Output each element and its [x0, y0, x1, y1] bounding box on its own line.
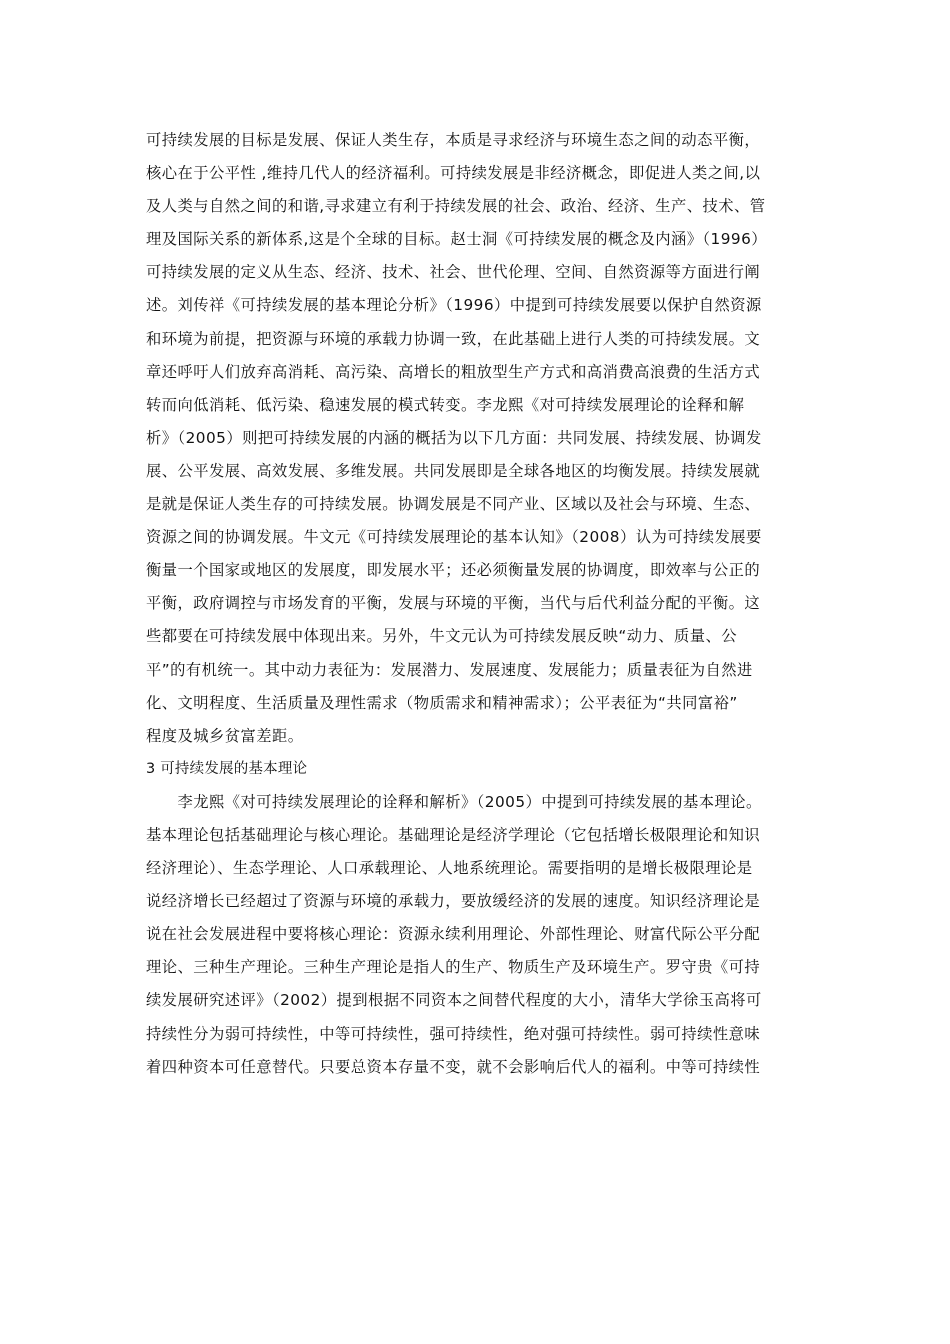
text-line: 理论、三种生产理论。三种生产理论是指人的生产、物质生产及环境生产。罗守贵《可持 [146, 958, 761, 977]
text-line: 说在社会发展进程中要将核心理论：资源永续利用理论、外部性理论、财富代际公平分配 [146, 925, 761, 944]
text-line: 些都要在可持续发展中体现出来。另外，牛文元认为可持续发展反映“动力、质量、公 [146, 627, 738, 646]
section-heading: 3 可持续发展的基本理论 [146, 760, 308, 777]
text-line: 衡量一个国家或地区的发展度，即发展水平；还必须衡量发展的协调度，即效率与公正的 [146, 561, 761, 580]
text-line: 核心在于公平性 ,维持几代人的经济福利。可持续发展是非经济概念，即促进人类之间,以 [146, 164, 761, 183]
text-line: 和环境为前提，把资源与环境的承载力协调一致，在此基础上进行人类的可持续发展。文 [146, 329, 761, 348]
text-line: 述。刘传祥《可持续发展的基本理论分析》（1996）中提到可持续发展要以保护自然资源 [146, 296, 762, 315]
text-line: 续发展研究述评》（2002）提到根据不同资本之间替代程度的大小，清华大学徐玉高将可 [146, 991, 762, 1010]
text-line: 资源之间的协调发展。牛文元《可持续发展理论的基本认知》（2008）认为可持续发展要 [146, 528, 762, 547]
text-line: 可持续发展的定义从生态、经济、技术、社会、世代伦理、空间、自然资源等方面进行阐 [146, 263, 761, 282]
text-line: 李龙熙《对可持续发展理论的诠释和解析》（2005）中提到可持续发展的基本理论。 [146, 792, 762, 811]
text-line: 着四种资本可任意替代。只要总资本存量不变，就不会影响后代人的福利。中等可持续性 [146, 1057, 761, 1076]
text-line: 是就是保证人类生存的可持续发展。协调发展是不同产业、区域以及社会与环境、生态、 [146, 495, 761, 514]
text-line: 析》（2005）则把可持续发展的内涵的概括为以下几方面：共同发展、持续发展、协调发 [146, 428, 762, 447]
text-line: 平衡，政府调控与市场发育的平衡，发展与环境的平衡，当代与后代利益分配的平衡。这 [146, 594, 761, 613]
text-line: 持续性分为弱可持续性，中等可持续性，强可持续性，绝对强可持续性。弱可持续性意味 [146, 1024, 761, 1043]
text-line: 经济理论）、生态学理论、人口承载理论、人地系统理论。需要指明的是增长极限理论是 [146, 859, 753, 878]
text-line: 理及国际关系的新体系,这是个全球的目标。赵士洞《可持续发展的概念及内涵》（1996） [146, 230, 768, 249]
document-body [146, 124, 808, 1084]
text-line: 转而向低消耗、低污染、稳速发展的模式转变。李龙熙《对可持续发展理论的诠释和解 [146, 395, 745, 414]
text-line: 说经济增长已经超过了资源与环境的承载力，要放缓经济的发展的速度。知识经济理论是 [146, 892, 761, 911]
text-line: 平”的有机统一。其中动力表征为：发展潜力、发展速度、发展能力；质量表征为自然进 [146, 660, 753, 679]
text-line: 章还呼吁人们放弃高消耗、高污染、高增长的粗放型生产方式和高消费高浪费的生活方式 [146, 362, 761, 381]
text-line: 程度及城乡贫富差距。 [146, 726, 304, 745]
text-line: 展、公平发展、高效发展、多维发展。共同发展即是全球各地区的均衡发展。持续发展就 [146, 461, 761, 480]
text-line: 可持续发展的目标是发展、保证人类生存，本质是寻求经济与环境生态之间的动态平衡， [146, 131, 761, 149]
text-line: 化、文明程度、生活质量及理性需求（物质需求和精神需求）；公平表征为“共同富裕” [146, 693, 738, 712]
text-line: 及人类与自然之间的和谐,寻求建立有利于持续发展的社会、政治、经济、生产、技术、管 [146, 197, 766, 216]
text-line: 基本理论包括基础理论与核心理论。基础理论是经济学理论（它包括增长极限理论和知识 [146, 825, 761, 844]
